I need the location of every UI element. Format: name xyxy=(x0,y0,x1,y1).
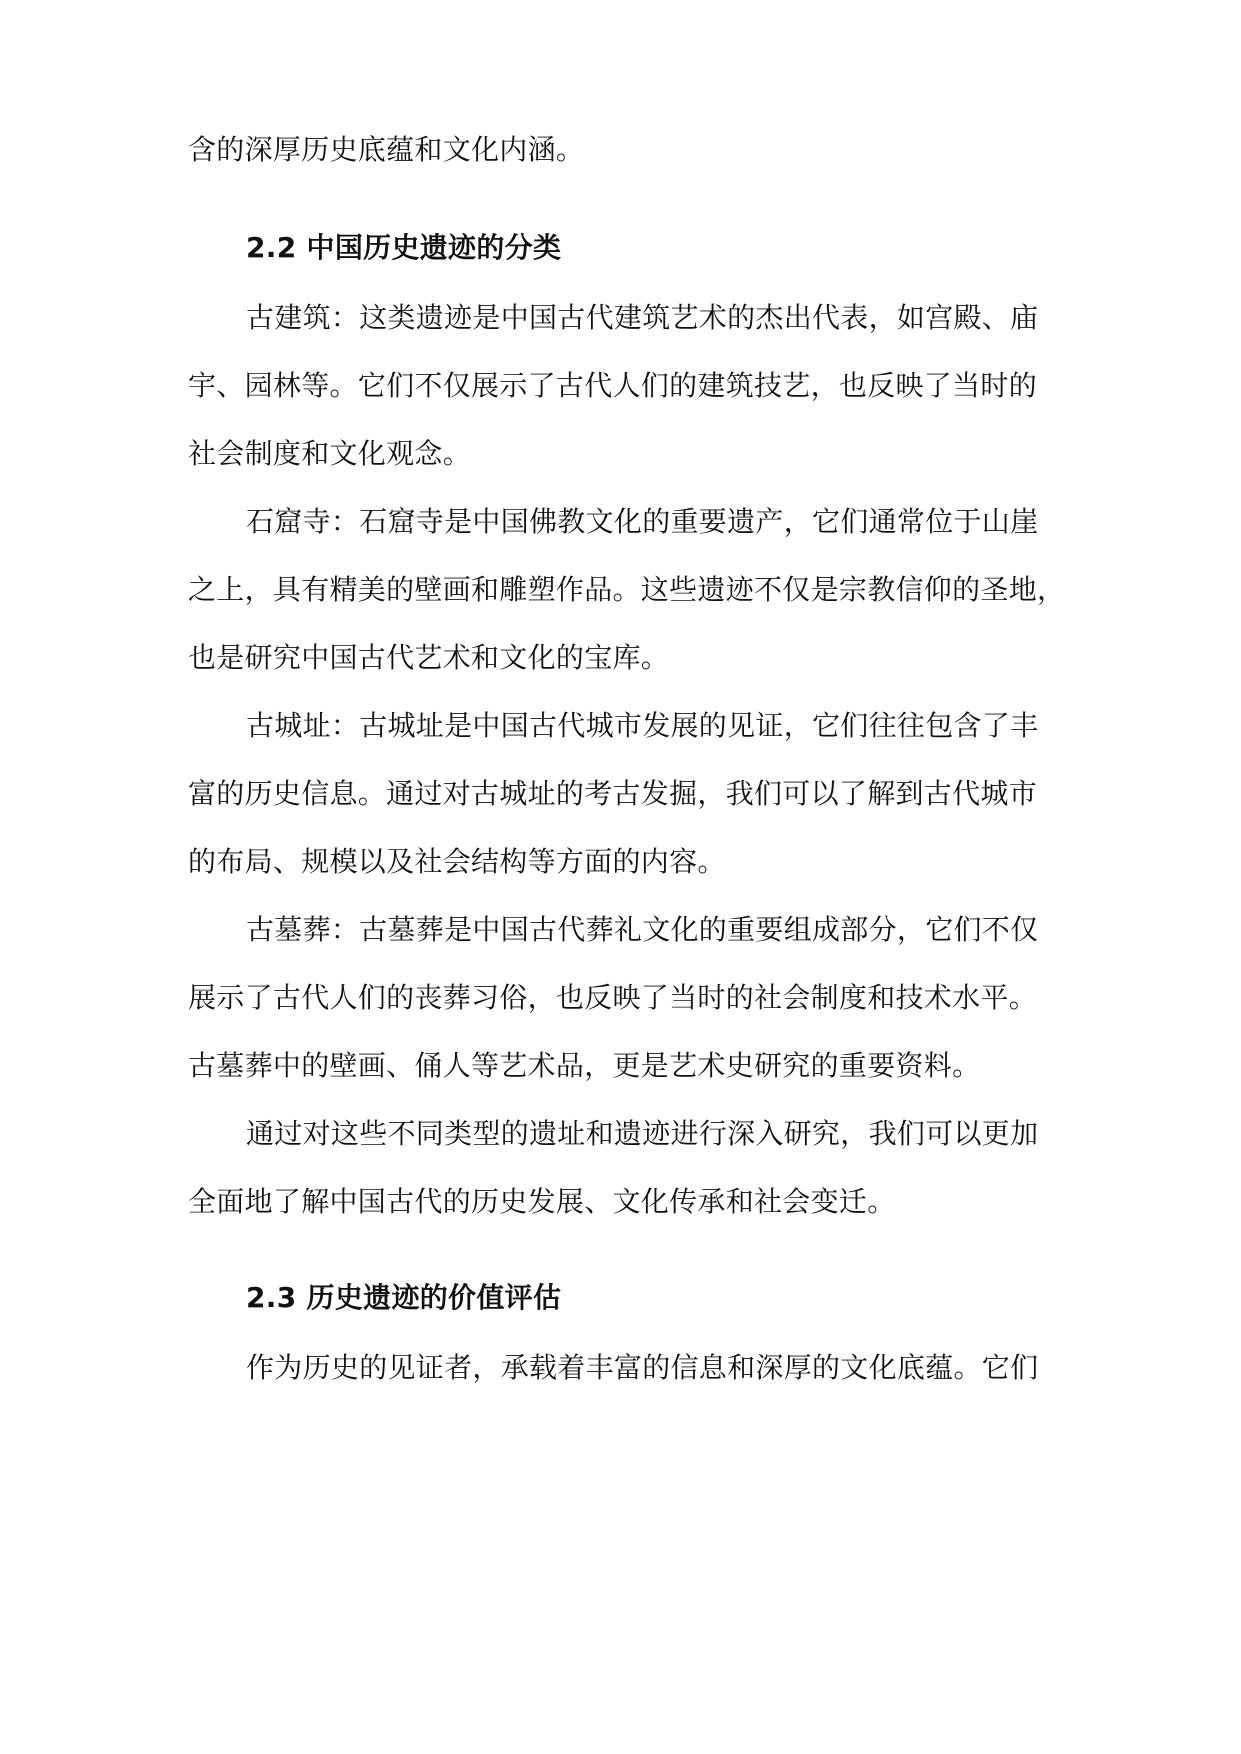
paragraph-ancient-tomb-line-2: 展示了古代人们的丧葬习俗，也反映了当时的社会制度和技术水平。 xyxy=(188,981,1038,1014)
paragraph-grotto-temple-line-2: 之上，具有精美的壁画和雕塑作品。这些遗迹不仅是宗教信仰的圣地， xyxy=(188,573,1066,606)
paragraph-grotto-temple-line-3: 也是研究中国古代艺术和文化的宝库。 xyxy=(188,641,670,674)
paragraph-grotto-temple-line-1: 石窟寺：石窟寺是中国佛教文化的重要遗产，它们通常位于山崖 xyxy=(246,505,1039,538)
paragraph-summary-line-1: 通过对这些不同类型的遗址和遗迹进行深入研究，我们可以更加 xyxy=(246,1117,1039,1150)
paragraph-continuation-line: 含的深厚历史底蕴和文化内涵。 xyxy=(188,133,585,166)
paragraph-ancient-tomb-line-3: 古墓葬中的壁画、俑人等艺术品，更是艺术史研究的重要资料。 xyxy=(188,1049,981,1082)
paragraph-ancient-architecture-line-1: 古建筑：这类遗迹是中国古代建筑艺术的杰出代表，如宫殿、庙 xyxy=(246,301,1039,334)
paragraph-ancient-tomb-line-1: 古墓葬：古墓葬是中国古代葬礼文化的重要组成部分，它们不仅 xyxy=(246,913,1039,946)
paragraph-ancient-architecture-line-3: 社会制度和文化观念。 xyxy=(188,437,472,470)
paragraph-ancient-city-line-1: 古城址：古城址是中国古代城市发展的见证，它们往往包含了丰 xyxy=(246,709,1039,742)
paragraph-ancient-city-line-3: 的布局、规模以及社会结构等方面的内容。 xyxy=(188,845,726,878)
section-heading-2-3: 2.3 历史遗迹的价值评估 xyxy=(246,1281,562,1314)
paragraph-summary-line-2: 全面地了解中国古代的历史发展、文化传承和社会变迁。 xyxy=(188,1185,896,1218)
paragraph-value-assessment-line-1: 作为历史的见证者，承载着丰富的信息和深厚的文化底蕴。它们 xyxy=(246,1351,1039,1384)
paragraph-ancient-architecture-line-2: 宇、园林等。它们不仅展示了古代人们的建筑技艺，也反映了当时的 xyxy=(188,369,1038,402)
section-heading-2-2: 2.2 中国历史遗迹的分类 xyxy=(246,231,562,264)
paragraph-ancient-city-line-2: 富的历史信息。通过对古城址的考古发掘，我们可以了解到古代城市 xyxy=(188,777,1038,810)
